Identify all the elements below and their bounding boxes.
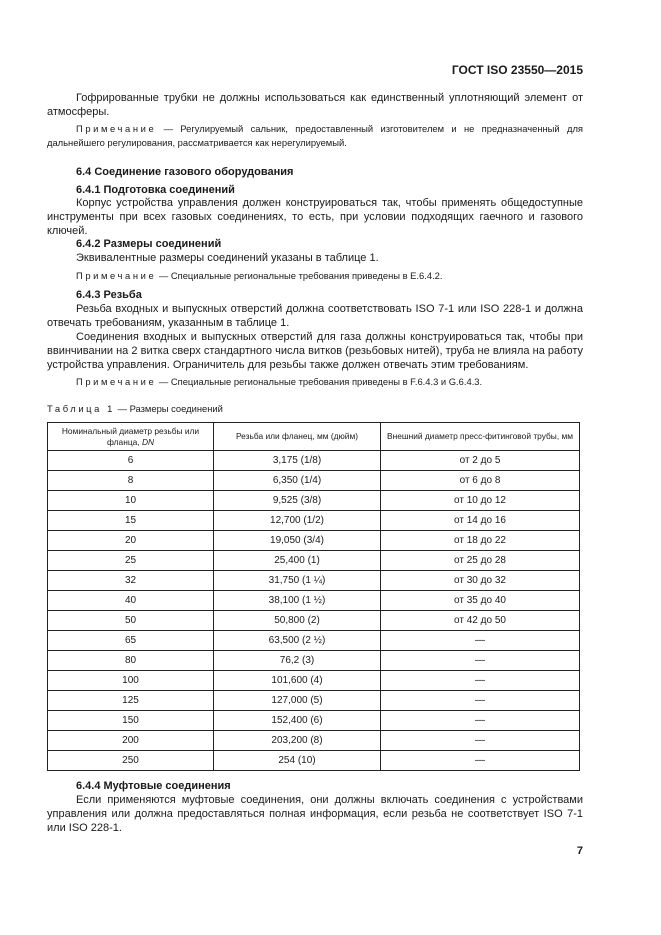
table-header-row xyxy=(48,423,580,451)
table-cell: 80 xyxy=(48,651,214,671)
paragraph: Эквивалентные размеры соединений указаны в таблице 1. xyxy=(76,252,379,264)
table-row xyxy=(48,591,580,611)
table-cell: 203,200 (8) xyxy=(214,731,381,751)
table-cell: от 35 до 40 xyxy=(381,591,580,611)
table-row xyxy=(48,471,580,491)
table-cell: 3,175 (1/8) xyxy=(214,451,381,471)
note-label: Примечание xyxy=(76,270,157,281)
table-row xyxy=(48,731,580,751)
section-heading: 6.4.2 Размеры соединений xyxy=(76,238,222,250)
table-cell: 25 xyxy=(48,551,214,571)
column-header-dn: DN xyxy=(141,436,155,447)
connection-sizes-table xyxy=(47,422,580,771)
table-cell: 25,400 (1) xyxy=(214,551,381,571)
table-cell: 12,700 (1/2) xyxy=(214,511,381,531)
table-cell: 50 xyxy=(48,611,214,631)
paragraph: Если применяются муфтовые соединения, они должны включать соединения с устройствами управления или должна предоставляться полная информация, если резьба не соответствует ISO 7-1 или ISO 228-1. xyxy=(47,794,583,834)
note-text: — Специальные региональные требования приведены в F.6.4.3 и G.6.4.3. xyxy=(156,376,483,387)
page-number: 7 xyxy=(576,845,583,857)
note-label: Примечание xyxy=(76,376,157,387)
table-cell: 150 xyxy=(48,711,214,731)
paragraph: Гофрированные трубки не должны использоваться как единственный уплотняющий элемент от атмосферы. xyxy=(47,92,583,118)
paragraph: Соединения входных и выпускных отверстий для газа должны конструироваться так, чтобы при ввинчивании на 2 витка сверх стандартного числа витков (резьбовых нитей), труба не влияла на работу устройства управления. Ограничитель для резьбы также должен отвечать этим требованиям. xyxy=(47,331,583,371)
column-header: Резьба или фланец, мм (дюйм) xyxy=(214,423,381,451)
table-cell: 40 xyxy=(48,591,214,611)
table-cell: 76,2 (3) xyxy=(214,651,381,671)
table-cell: 100 xyxy=(48,671,214,691)
column-header: Внешний диаметр пресс-фитинговой трубы, мм xyxy=(381,423,580,451)
table-row xyxy=(48,511,580,531)
table-cell: 9,525 (3/8) xyxy=(214,491,381,511)
column-header-text: Номинальный диаметр резьбы или фланца, xyxy=(61,425,200,447)
column-header xyxy=(48,423,214,451)
table-cell: от 14 до 16 xyxy=(381,511,580,531)
table-row xyxy=(48,611,580,631)
section-heading: 6.4 Соединение газового оборудования xyxy=(76,166,294,178)
note xyxy=(47,122,583,150)
note xyxy=(47,269,583,283)
table-row xyxy=(48,451,580,471)
note xyxy=(47,375,583,389)
table-cell: 31,750 (1 ¼) xyxy=(214,571,381,591)
section-heading: 6.4.3 Резьба xyxy=(76,289,142,301)
table-cell: 32 xyxy=(48,571,214,591)
table-cell: — xyxy=(381,651,580,671)
table-cell: — xyxy=(381,691,580,711)
table-cell: 200 xyxy=(48,731,214,751)
note-text: — Специальные региональные требования приведены в Е.6.4.2. xyxy=(156,270,443,281)
table-caption xyxy=(47,402,583,416)
paragraph: Корпус устройства управления должен конструироваться так, чтобы применять общедоступные инструменты при всех газовых соединениях, то есть, при условии подходящих гаечного и газового ключей. xyxy=(47,197,583,237)
table-row xyxy=(48,671,580,691)
table-cell: от 2 до 5 xyxy=(381,451,580,471)
table-cell: — xyxy=(381,751,580,771)
table-cell: 6,350 (1/4) xyxy=(214,471,381,491)
note-label: Примечание xyxy=(76,123,157,134)
document-header: ГОСТ ISO 23550—2015 xyxy=(451,63,583,77)
table-cell: от 10 до 12 xyxy=(381,491,580,511)
table-row xyxy=(48,751,580,771)
table-row xyxy=(48,551,580,571)
table-cell: 127,000 (5) xyxy=(214,691,381,711)
note-text: — Регулируемый сальник, предоставленный изготовителем и не предназначенный для дальнейшего регулирования, рассматривается как нерегулируемый. xyxy=(47,123,583,148)
table-row xyxy=(48,631,580,651)
section-heading: 6.4.4 Муфтовые соединения xyxy=(76,780,231,792)
table-cell: 15 xyxy=(48,511,214,531)
table-cell: 19,050 (3/4) xyxy=(214,531,381,551)
table-cell: 125 xyxy=(48,691,214,711)
table-row xyxy=(48,571,580,591)
table-row xyxy=(48,651,580,671)
table-cell: 6 xyxy=(48,451,214,471)
section-heading: 6.4.1 Подготовка соединений xyxy=(76,184,235,196)
table-cell: 250 xyxy=(48,751,214,771)
table-cell: от 6 до 8 xyxy=(381,471,580,491)
table-cell: 63,500 (2 ½) xyxy=(214,631,381,651)
table-cell: 10 xyxy=(48,491,214,511)
table-cell: 254 (10) xyxy=(214,751,381,771)
table-cell: 101,600 (4) xyxy=(214,671,381,691)
table-cell: 152,400 (6) xyxy=(214,711,381,731)
table-row xyxy=(48,711,580,731)
table-row xyxy=(48,531,580,551)
table-caption-label: Таблица 1 xyxy=(47,403,115,414)
table-cell: от 25 до 28 xyxy=(381,551,580,571)
table-cell: — xyxy=(381,671,580,691)
table-cell: от 42 до 50 xyxy=(381,611,580,631)
table-cell: от 30 до 32 xyxy=(381,571,580,591)
table-cell: 65 xyxy=(48,631,214,651)
table-caption-text: — Размеры соединений xyxy=(114,403,223,414)
table-cell: — xyxy=(381,711,580,731)
table-cell: — xyxy=(381,731,580,751)
table-cell: от 18 до 22 xyxy=(381,531,580,551)
table-cell: 8 xyxy=(48,471,214,491)
table-cell: — xyxy=(381,631,580,651)
table-cell: 38,100 (1 ½) xyxy=(214,591,381,611)
paragraph: Резьба входных и выпускных отверстий должна соответствовать ISO 7-1 или ISO 228-1 и должна отвечать требованиям, указанным в таблице 1. xyxy=(47,303,583,329)
table-cell: 50,800 (2) xyxy=(214,611,381,631)
table-row xyxy=(48,491,580,511)
table-cell: 20 xyxy=(48,531,214,551)
table-row xyxy=(48,691,580,711)
